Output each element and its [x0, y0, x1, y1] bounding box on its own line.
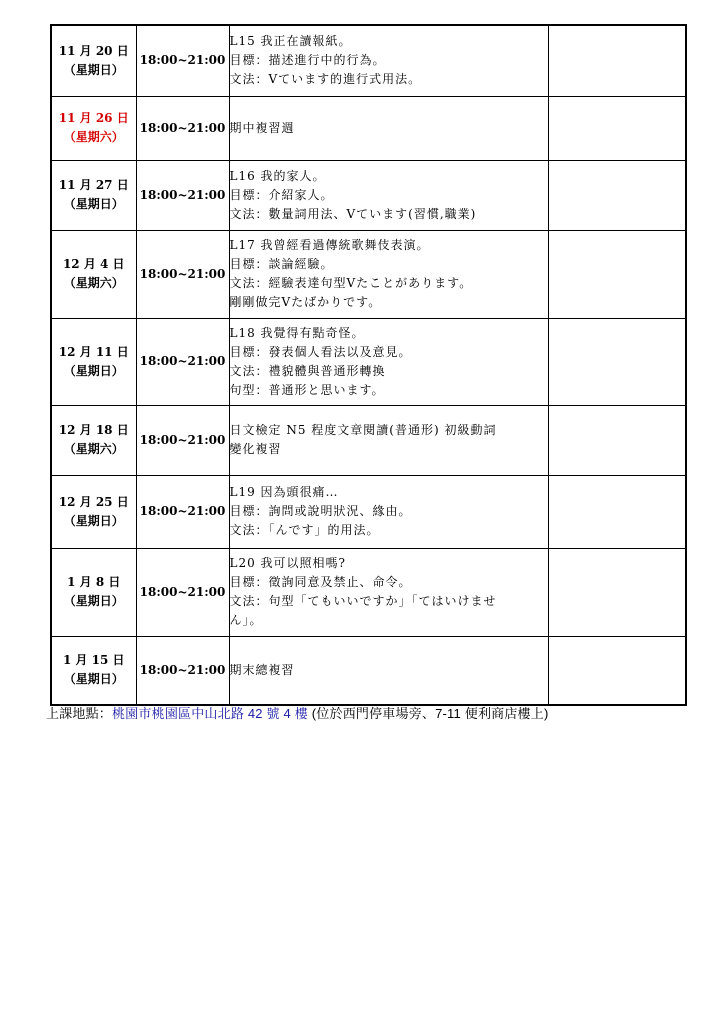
table-row: [51, 230, 686, 318]
time-cell: 18:00~21:00: [136, 160, 229, 230]
time-cell: 18:00~21:00: [136, 230, 229, 318]
content-line: L20 我可以照相嗎?: [229, 556, 346, 570]
content-cell: [229, 318, 548, 405]
schedule-table: [50, 24, 687, 706]
content-line: L18 我覺得有點奇怪。: [229, 325, 365, 340]
date-cell: [51, 96, 136, 160]
date-cell: [51, 405, 136, 475]
schedule-body: [51, 25, 686, 705]
time-cell: 18:00~21:00: [136, 548, 229, 636]
content-cell: [229, 548, 548, 636]
table-row: [51, 318, 686, 405]
table-row: [51, 405, 686, 475]
content-line: 文法：句型「てもいいですか」「てはいけませ: [229, 594, 497, 608]
content-line: 文法：禮貌體與普通形轉換: [229, 363, 386, 378]
content-line: 目標：發表個人看法以及意見。: [229, 344, 412, 359]
weekday-text: （星期六）: [63, 276, 124, 290]
weekday-text: （星期日）: [63, 513, 124, 528]
content-line: 句型：普通形と思います。: [229, 382, 385, 397]
location-address: 桃園市桃園區中山北路 42 號 4 樓: [112, 706, 308, 721]
date-text: 11 月 27 日: [58, 178, 129, 192]
content-line: 剛剛做完Vたばかりです。: [229, 295, 382, 309]
content-line: 文法：經驗表達句型Vたことがあります。: [229, 276, 473, 290]
location-label: 上課地點：: [46, 706, 113, 721]
date-text: 11 月 20 日: [58, 43, 129, 58]
content-line: 目標：徵詢同意及禁止、命令。: [229, 575, 412, 589]
content-line: 變化複習: [229, 442, 282, 456]
notes-cell: [548, 475, 686, 548]
date-text: 11 月 26 日: [58, 111, 129, 125]
date-text: 12 月 18 日: [58, 423, 129, 437]
content-cell: [229, 96, 548, 160]
date-text: 12 月 25 日: [58, 494, 129, 509]
date-cell: [51, 548, 136, 636]
content-line: 文法：數量詞用法、Vています(習慣,職業): [229, 206, 477, 221]
class-location: [46, 703, 549, 722]
date-cell: [51, 636, 136, 705]
notes-cell: [548, 160, 686, 230]
date-cell: [51, 25, 136, 96]
content-cell: [229, 160, 548, 230]
date-text: 1 月 8 日: [67, 575, 121, 589]
content-line: 目標：描述進行中的行為。: [229, 53, 386, 68]
weekday-text: （星期日）: [63, 672, 124, 687]
table-row: [51, 96, 686, 160]
weekday-text: （星期六）: [63, 442, 124, 456]
content-line: 期末總複習: [229, 662, 295, 677]
time-cell: 18:00~21:00: [136, 636, 229, 705]
content-line: 目標：談論經驗。: [229, 257, 334, 271]
date-cell: [51, 475, 136, 548]
content-line: L15 我正在讀報紙。: [229, 34, 352, 49]
date-text: 12 月 11 日: [58, 344, 129, 359]
content-cell: [229, 25, 548, 96]
content-cell: [229, 230, 548, 318]
location-note: (位於西門停車場旁、7-11 便利商店樓上): [307, 706, 549, 721]
weekday-text: （星期日）: [63, 62, 124, 77]
table-row: [51, 160, 686, 230]
date-cell: [51, 230, 136, 318]
notes-cell: [548, 96, 686, 160]
date-cell: [51, 160, 136, 230]
time-cell: 18:00~21:00: [136, 318, 229, 405]
table-row: [51, 475, 686, 548]
date-cell: [51, 318, 136, 405]
content-line: 日文檢定 N5 程度文章閱讀(普通形) 初級動詞: [229, 423, 497, 437]
notes-cell: [548, 636, 686, 705]
weekday-text: （星期日）: [63, 363, 124, 378]
time-cell: 18:00~21:00: [136, 96, 229, 160]
content-cell: [229, 475, 548, 548]
weekday-text: （星期日）: [63, 197, 124, 211]
time-cell: 18:00~21:00: [136, 475, 229, 548]
notes-cell: [548, 548, 686, 636]
content-cell: [229, 636, 548, 705]
time-cell: 18:00~21:00: [136, 405, 229, 475]
content-cell: [229, 405, 548, 475]
date-text: 12 月 4 日: [62, 257, 125, 271]
notes-cell: [548, 230, 686, 318]
content-line: L19 因為頭很痛…: [229, 485, 339, 499]
content-line: L16 我的家人。: [229, 168, 326, 183]
table-row: [51, 548, 686, 636]
content-line: 文法：Vています的進行式用法。: [229, 72, 422, 87]
notes-cell: [548, 318, 686, 405]
content-line: L17 我曾經看過傳統歌舞伎表演。: [229, 238, 430, 252]
table-row: [51, 636, 686, 705]
content-line: 目標：詢問或說明狀況、緣由。: [229, 504, 412, 518]
content-line: ん」。: [229, 613, 263, 627]
weekday-text: （星期六）: [63, 130, 124, 144]
content-line: 文法：「んです」的用法。: [229, 523, 380, 537]
content-line: 目標：介紹家人。: [229, 187, 334, 202]
date-text: 1 月 15 日: [62, 653, 125, 668]
notes-cell: [548, 25, 686, 96]
table-row: [51, 25, 686, 96]
time-cell: 18:00~21:00: [136, 25, 229, 96]
weekday-text: （星期日）: [63, 594, 124, 608]
notes-cell: [548, 405, 686, 475]
content-line: 期中複習週: [229, 120, 295, 135]
